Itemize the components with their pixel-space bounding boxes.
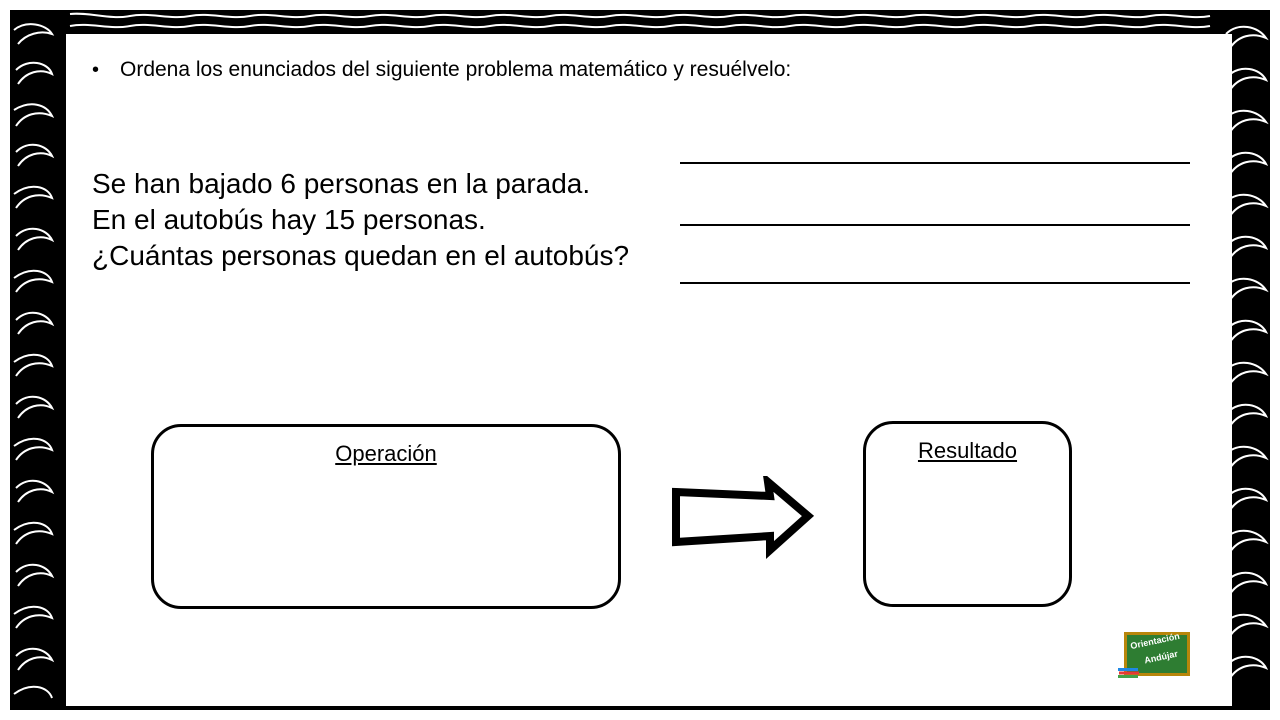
result-title: Resultado [917,438,1018,463]
top-swirls [70,14,1210,27]
operation-title: Operación [335,441,437,466]
answer-line-3[interactable] [680,282,1190,284]
instruction-text: Ordena los enunciados del siguiente problema matemático y resuélvelo: [120,58,792,81]
right-swirls [1226,27,1266,678]
answer-line-1[interactable] [680,162,1190,164]
books-icon [1118,668,1140,678]
instruction [92,58,791,82]
statement-1: Se han bajado 6 personas en la parada. [92,168,591,199]
operation-box[interactable] [151,424,621,609]
statement-3: ¿Cuántas personas quedan en el autobús? [92,240,630,271]
logo-text-line1: Orientación [1129,630,1181,652]
answer-line-2[interactable] [680,224,1190,226]
right-arrow-icon [668,476,818,560]
logo-text-line2: Andújar [1143,648,1179,666]
orientacion-andujar-logo [1118,630,1194,680]
left-swirls [14,24,52,698]
bullet: • [92,58,100,81]
result-box[interactable] [863,421,1072,607]
statement-2: En el autobús hay 15 personas. [92,204,486,235]
problem-statements [92,166,629,274]
